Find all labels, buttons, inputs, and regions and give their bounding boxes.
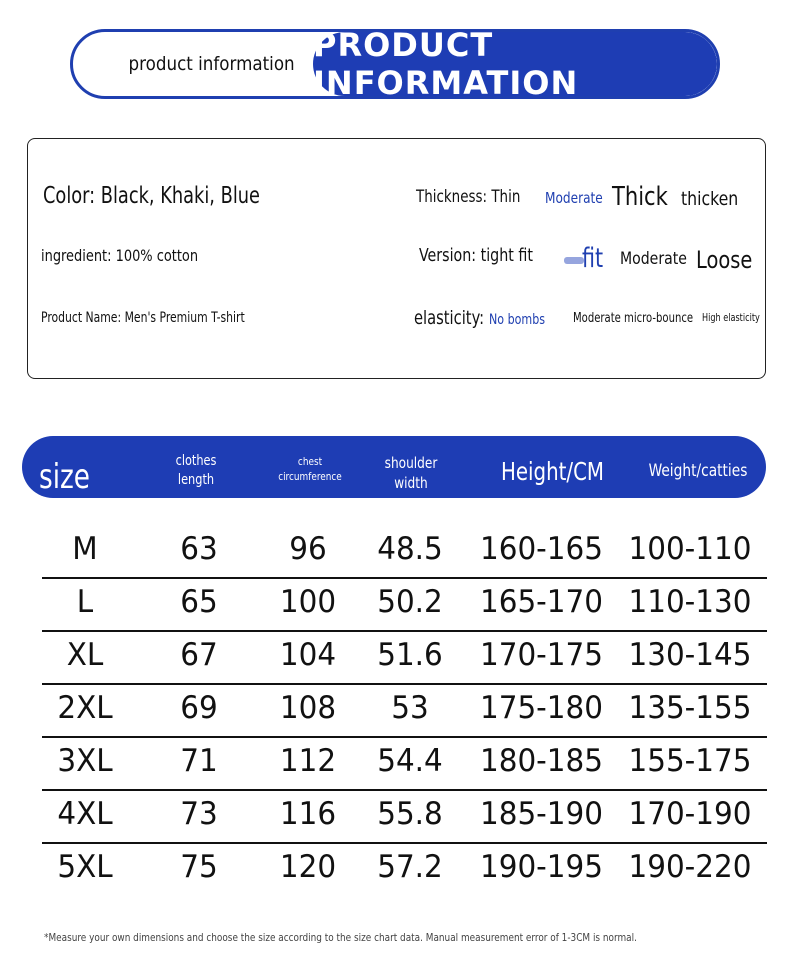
table-row: [42, 580, 767, 632]
header-shoulder-line2: width: [394, 474, 428, 493]
cell-chest: 108: [279, 690, 337, 726]
header-clothes-length: [164, 452, 229, 490]
header-chest-line2: circumference: [278, 469, 342, 483]
table-row: [42, 527, 767, 579]
version-label: Version: tight fit: [419, 245, 533, 266]
table-row: [42, 633, 767, 685]
version-option-loose: Loose: [696, 246, 753, 274]
cell-height: 185-190: [479, 796, 604, 832]
cell-length: 67: [180, 637, 218, 673]
cell-length: 63: [180, 531, 218, 567]
row-divider: [42, 683, 767, 685]
fit-highlight-mark: [564, 257, 584, 264]
cell-height: 175-180: [479, 690, 604, 726]
cell-shoulder: 48.5: [377, 531, 443, 567]
cell-chest: 100: [279, 584, 337, 620]
cell-size: M: [72, 531, 98, 567]
elasticity-option-high: High elasticity: [702, 311, 760, 324]
cell-shoulder: 51.6: [377, 637, 443, 673]
table-row: [42, 845, 767, 897]
header-weight: Weight/catties: [648, 461, 748, 481]
header-chest-line1: chest: [297, 455, 323, 468]
cell-height: 180-185: [479, 743, 604, 779]
header-title: PRODUCT INFORMATION: [313, 32, 717, 96]
cell-chest: 116: [279, 796, 337, 832]
version-option-moderate: Moderate: [620, 249, 687, 269]
cell-size: XL: [66, 637, 104, 673]
cell-length: 75: [180, 849, 218, 885]
cell-shoulder: 50.2: [377, 584, 443, 620]
elasticity-option-moderate: Moderate micro-bounce: [573, 311, 694, 326]
cell-length: 73: [180, 796, 218, 832]
header-chest: [270, 455, 351, 485]
thickness-option-thicken: thicken: [681, 188, 739, 210]
header-subtitle: product information: [128, 53, 295, 75]
cell-weight: 170-190: [628, 796, 752, 832]
cell-length: 71: [180, 743, 218, 779]
header-clothes-length-line2: length: [177, 471, 215, 488]
cell-weight: 135-155: [628, 690, 752, 726]
cell-height: 160-165: [479, 531, 604, 567]
thickness-option-moderate: Moderate: [545, 189, 603, 207]
product-info-box: [27, 138, 766, 379]
cell-shoulder: 53: [391, 690, 429, 726]
cell-chest: 112: [279, 743, 337, 779]
cell-height: 190-195: [479, 849, 604, 885]
cell-size: 3XL: [57, 743, 113, 779]
row-divider: [42, 842, 767, 844]
cell-height: 165-170: [479, 584, 604, 620]
cell-size: L: [76, 584, 94, 620]
row-divider: [42, 736, 767, 738]
cell-weight: 130-145: [628, 637, 752, 673]
cell-length: 69: [180, 690, 218, 726]
header-size: size: [38, 457, 91, 497]
row-divider: [42, 630, 767, 632]
cell-height: 170-175: [479, 637, 604, 673]
cell-shoulder: 57.2: [377, 849, 443, 885]
header-banner: [70, 29, 720, 99]
cell-weight: 155-175: [628, 743, 752, 779]
thickness-label: Thickness: Thin: [416, 187, 521, 207]
cell-shoulder: 54.4: [377, 743, 443, 779]
product-name-info: Product Name: Men's Premium T-shirt: [41, 310, 245, 326]
header-shoulder: [374, 453, 448, 494]
row-divider: [42, 789, 767, 791]
elasticity-option-none: No bombs: [489, 312, 546, 328]
cell-chest: 120: [279, 849, 337, 885]
header-clothes-length-line1: clothes: [175, 453, 217, 469]
cell-shoulder: 55.8: [377, 796, 443, 832]
cell-size: 4XL: [57, 796, 113, 832]
cell-chest: 96: [289, 531, 327, 567]
color-info: Color: Black, Khaki, Blue: [43, 183, 261, 209]
row-divider: [42, 577, 767, 579]
elasticity-label: elasticity:: [414, 307, 485, 329]
measurement-footnote: *Measure your own dimensions and choose the size according to the size chart data. Manual measurement error of 1-3CM is normal.: [44, 931, 637, 944]
version-option-fit: fit: [582, 243, 604, 274]
ingredient-info: ingredient: 100% cotton: [41, 246, 199, 265]
cell-size: 5XL: [57, 849, 113, 885]
cell-weight: 190-220: [628, 849, 752, 885]
cell-size: 2XL: [57, 690, 113, 726]
header-shoulder-line1: shoulder: [384, 454, 438, 472]
header-height: Height/CM: [500, 457, 605, 486]
thickness-option-thick: Thick: [612, 182, 668, 212]
cell-weight: 100-110: [628, 531, 752, 567]
cell-length: 65: [180, 584, 218, 620]
table-row: [42, 686, 767, 738]
table-row: [42, 792, 767, 844]
cell-chest: 104: [279, 637, 337, 673]
table-row: [42, 739, 767, 791]
cell-weight: 110-130: [628, 584, 752, 620]
